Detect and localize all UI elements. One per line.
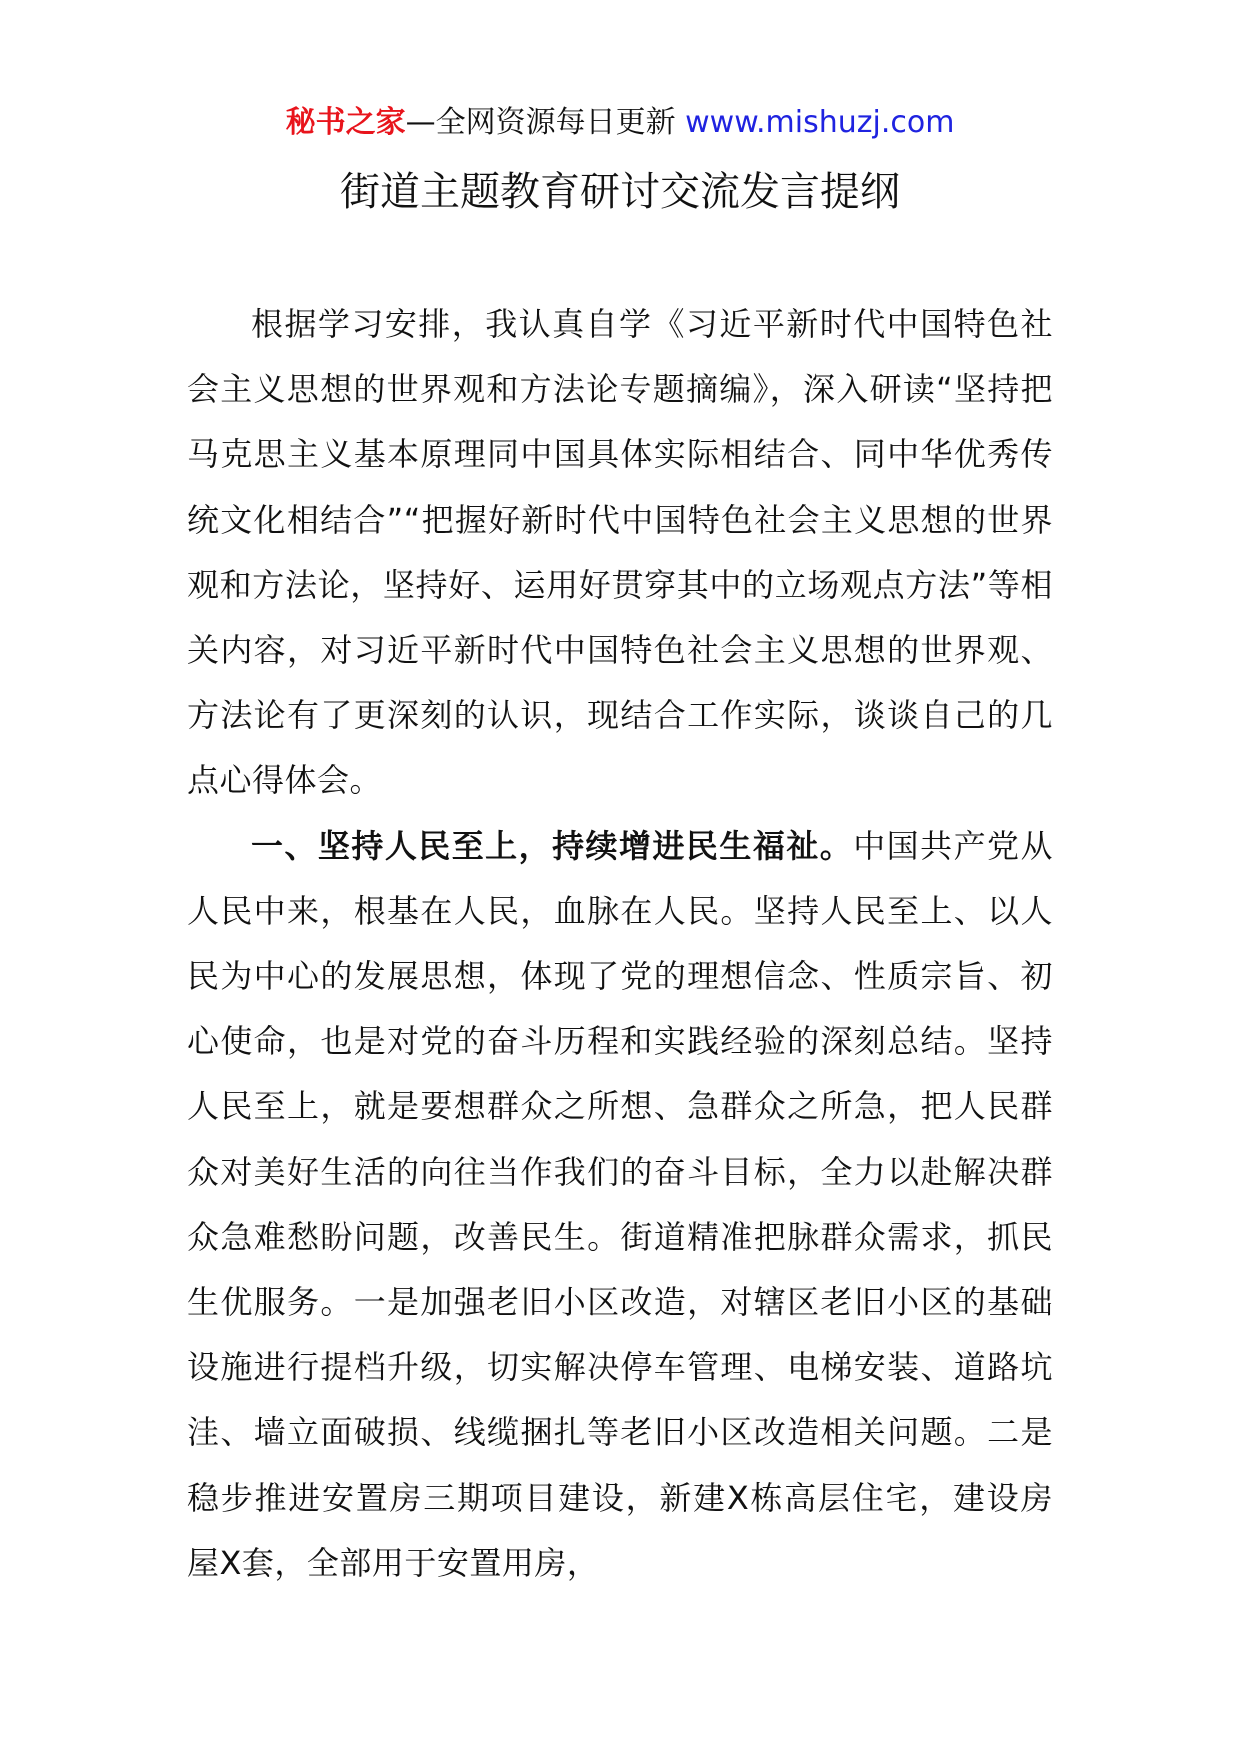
document-body — [187, 292, 1053, 1596]
brand-name: 秘书之家 — [285, 105, 406, 140]
intro-paragraph: 根据学习安排，我认真自学《习近平新时代中国特色社会主义思想的世界观和方法论专题摘编》，深入研读“坚持把马克思主义基本原理同中国具体实际相结合、同中华优秀传统文化相结合”“把握好新时代中国特色社会主义思想的世界观和方法论，坚持好、运用好贯穿其中的立场观点方法”等相关内容，对习近平新时代中国特色社会主义思想的世界观、方法论有了更深刻的认识，现结合工作实际，谈谈自己的几点心得体会。 — [187, 305, 1053, 800]
section-1-body: 中国共产党从人民中来，根基在人民，血脉在人民。坚持人民至上、以人民为中心的发展思想，体现了党的理想信念、性质宗旨、初心使命，也是对党的奋斗历程和实践经验的深刻总结。坚持人民至上，就是要想群众之所想、急群众之所急，把人民群众对美好生活的向往当作我们的奋斗目标，全力以赴解决群众急难愁盼问题，改善民生。街道精准把脉群众需求，抓民生优服务。一是加强老旧小区改造，对辖区老旧小区的基础设施进行提档升级，切实解决停车管理、电梯安装、道路坑洼、墙立面破损、线缆捆扎等老旧小区改造相关问题。二是稳步推进安置房三期项目建设，新建X栋高层住宅，建设房屋X套，全部用于安置用房， — [187, 826, 1053, 1582]
site-url-link[interactable]: www.mishuzj.com — [685, 105, 955, 140]
section-1-paragraph — [187, 814, 1053, 1596]
site-header — [0, 100, 1240, 146]
section-1-heading: 一、坚持人民至上，持续增进民生福祉。 — [251, 826, 854, 865]
document-title: 街道主题教育研讨交流发言提纲 — [340, 169, 900, 215]
header-tagline: —全网资源每日更新 — [405, 105, 676, 140]
